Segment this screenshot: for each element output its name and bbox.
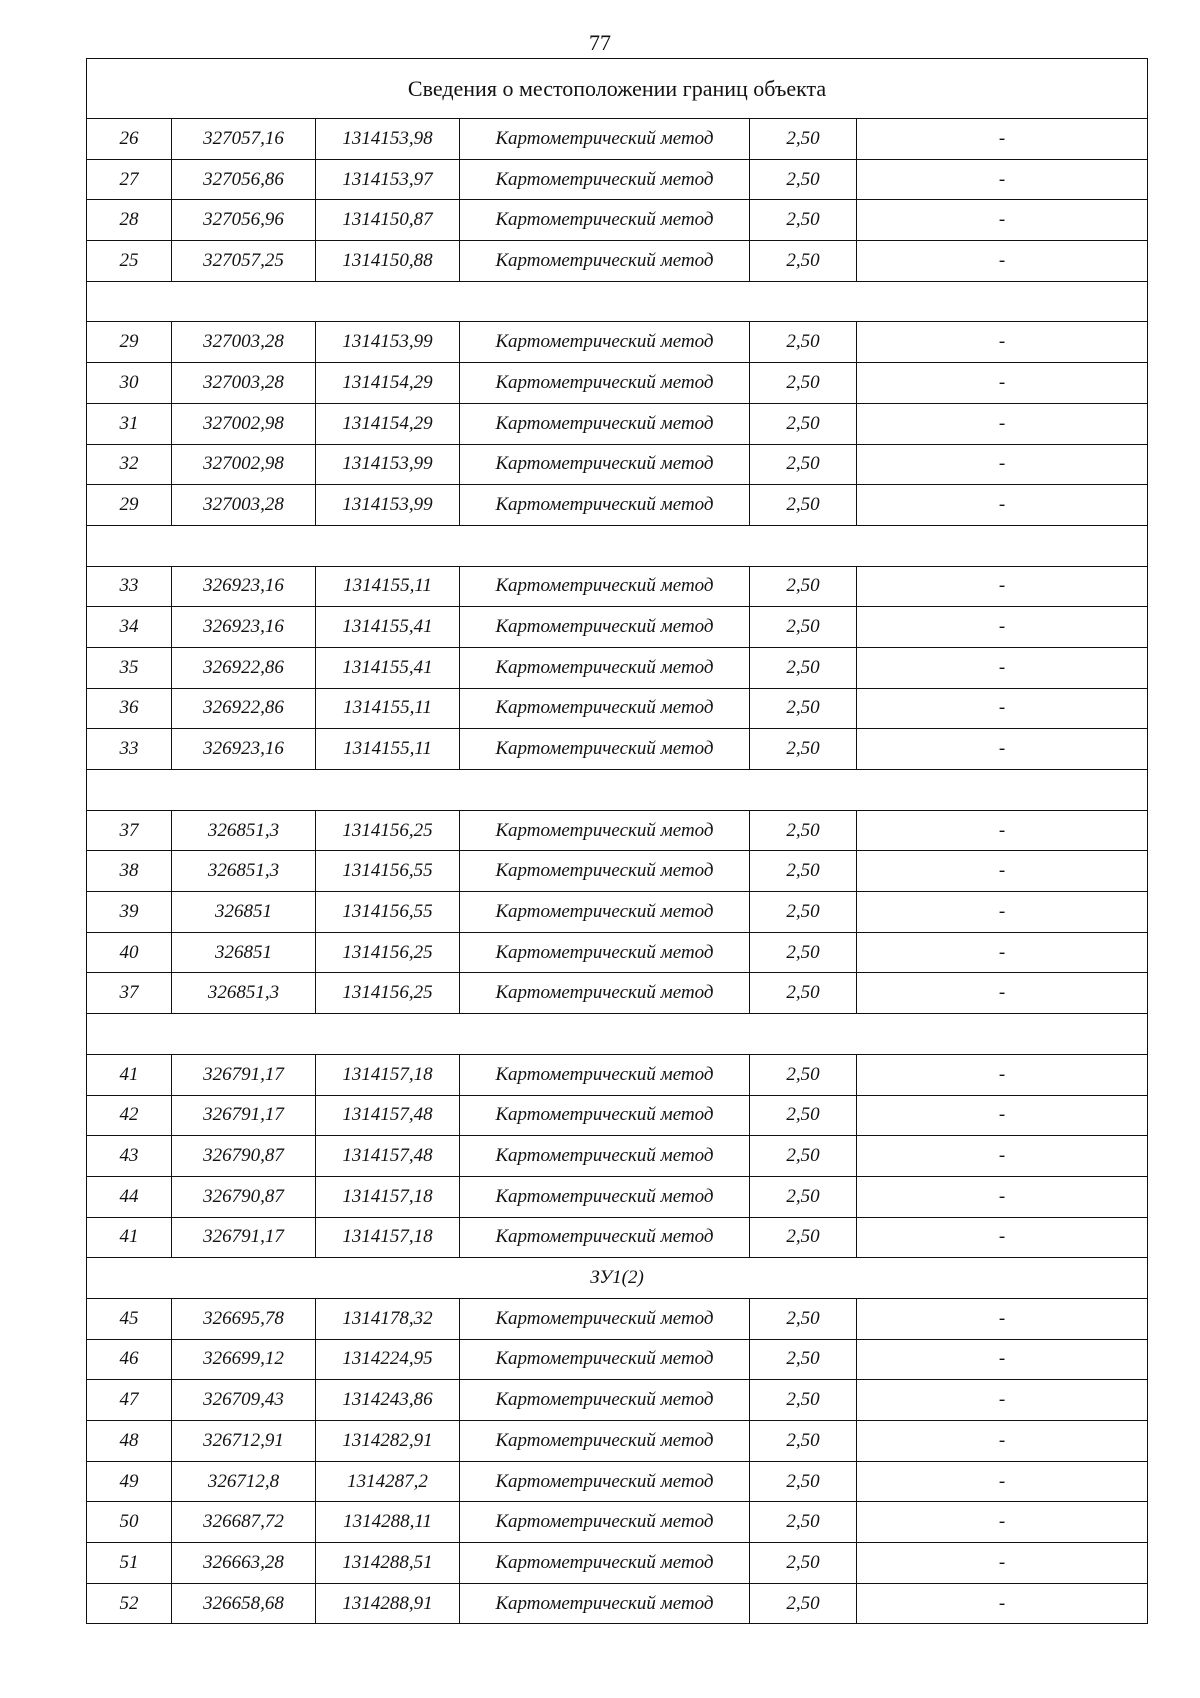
table-row [87,1543,1148,1584]
x-coordinate-cell: 327002,98 [172,403,316,444]
description-cell: - [857,363,1148,404]
y-coordinate-cell: 1314282,91 [316,1421,460,1462]
y-coordinate-cell: 1314153,97 [316,159,460,200]
x-coordinate-cell: 326790,87 [172,1176,316,1217]
description-cell: - [857,607,1148,648]
section-label: ЗУ1(2) [87,1258,1148,1299]
method-cell: Картометрический метод [460,729,750,770]
x-coordinate-cell: 326851 [172,892,316,933]
point-number-cell: 45 [87,1298,172,1339]
x-coordinate-cell: 326922,86 [172,688,316,729]
accuracy-cell: 2,50 [750,688,857,729]
accuracy-cell: 2,50 [750,607,857,648]
y-coordinate-cell: 1314156,55 [316,851,460,892]
method-cell: Картометрический метод [460,241,750,282]
point-number-cell: 27 [87,159,172,200]
method-cell: Картометрический метод [460,485,750,526]
x-coordinate-cell: 326699,12 [172,1339,316,1380]
description-cell: - [857,159,1148,200]
table-row [87,566,1148,607]
table-row [87,119,1148,160]
table-row [87,1421,1148,1462]
point-number-cell: 39 [87,892,172,933]
method-cell: Картометрический метод [460,1380,750,1421]
table-row [87,200,1148,241]
x-coordinate-cell: 326695,78 [172,1298,316,1339]
method-cell: Картометрический метод [460,1583,750,1624]
section-header-row [87,1258,1148,1299]
accuracy-cell: 2,50 [750,1176,857,1217]
accuracy-cell: 2,50 [750,647,857,688]
point-number-cell: 34 [87,607,172,648]
table-row [87,1583,1148,1624]
method-cell: Картометрический метод [460,1543,750,1584]
description-cell: - [857,1380,1148,1421]
x-coordinate-cell: 326791,17 [172,1095,316,1136]
description-cell: - [857,688,1148,729]
point-number-cell: 51 [87,1543,172,1584]
table-row [87,1339,1148,1380]
method-cell: Картометрический метод [460,932,750,973]
accuracy-cell: 2,50 [750,1380,857,1421]
method-cell: Картометрический метод [460,322,750,363]
table-row [87,444,1148,485]
accuracy-cell: 2,50 [750,403,857,444]
x-coordinate-cell: 327056,96 [172,200,316,241]
page-number: 77 [589,30,611,55]
description-cell: - [857,1054,1148,1095]
y-coordinate-cell: 1314288,11 [316,1502,460,1543]
y-coordinate-cell: 1314157,18 [316,1217,460,1258]
accuracy-cell: 2,50 [750,729,857,770]
description-cell: - [857,1136,1148,1177]
method-cell: Картометрический метод [460,444,750,485]
point-number-cell: 28 [87,200,172,241]
method-cell: Картометрический метод [460,1217,750,1258]
method-cell: Картометрический метод [460,363,750,404]
table-row [87,1298,1148,1339]
y-coordinate-cell: 1314288,91 [316,1583,460,1624]
x-coordinate-cell: 326922,86 [172,647,316,688]
y-coordinate-cell: 1314155,41 [316,607,460,648]
y-coordinate-cell: 1314153,98 [316,119,460,160]
x-coordinate-cell: 326923,16 [172,607,316,648]
method-cell: Картометрический метод [460,119,750,160]
y-coordinate-cell: 1314178,32 [316,1298,460,1339]
accuracy-cell: 2,50 [750,322,857,363]
description-cell: - [857,810,1148,851]
y-coordinate-cell: 1314156,25 [316,810,460,851]
y-coordinate-cell: 1314224,95 [316,1339,460,1380]
x-coordinate-cell: 326851,3 [172,973,316,1014]
table-row [87,647,1148,688]
accuracy-cell: 2,50 [750,363,857,404]
x-coordinate-cell: 327003,28 [172,363,316,404]
point-number-cell: 43 [87,1136,172,1177]
point-number-cell: 41 [87,1054,172,1095]
accuracy-cell: 2,50 [750,485,857,526]
y-coordinate-cell: 1314153,99 [316,485,460,526]
point-number-cell: 52 [87,1583,172,1624]
y-coordinate-cell: 1314150,88 [316,241,460,282]
table-row [87,1176,1148,1217]
x-coordinate-cell: 326790,87 [172,1136,316,1177]
x-coordinate-cell: 327057,25 [172,241,316,282]
accuracy-cell: 2,50 [750,241,857,282]
point-number-cell: 35 [87,647,172,688]
point-number-cell: 46 [87,1339,172,1380]
description-cell: - [857,444,1148,485]
method-cell: Картометрический метод [460,159,750,200]
table-body [87,59,1148,1624]
description-cell: - [857,647,1148,688]
table-row [87,1217,1148,1258]
method-cell: Картометрический метод [460,200,750,241]
table-title: Сведения о местоположении границ объекта [87,59,1148,119]
method-cell: Картометрический метод [460,1339,750,1380]
method-cell: Картометрический метод [460,607,750,648]
accuracy-cell: 2,50 [750,1543,857,1584]
x-coordinate-cell: 326791,17 [172,1054,316,1095]
table-row [87,688,1148,729]
description-cell: - [857,1502,1148,1543]
y-coordinate-cell: 1314157,48 [316,1095,460,1136]
y-coordinate-cell: 1314157,18 [316,1176,460,1217]
table-row [87,973,1148,1014]
table-row [87,810,1148,851]
point-number-cell: 42 [87,1095,172,1136]
point-number-cell: 38 [87,851,172,892]
table-row [87,1502,1148,1543]
accuracy-cell: 2,50 [750,1298,857,1339]
method-cell: Картометрический метод [460,1136,750,1177]
description-cell: - [857,1583,1148,1624]
x-coordinate-cell: 326851 [172,932,316,973]
table-row [87,932,1148,973]
method-cell: Картометрический метод [460,973,750,1014]
method-cell: Картометрический метод [460,1176,750,1217]
method-cell: Картометрический метод [460,1054,750,1095]
accuracy-cell: 2,50 [750,932,857,973]
description-cell: - [857,1095,1148,1136]
table-row [87,241,1148,282]
method-cell: Картометрический метод [460,1298,750,1339]
table-row [87,403,1148,444]
accuracy-cell: 2,50 [750,1136,857,1177]
point-number-cell: 37 [87,810,172,851]
y-coordinate-cell: 1314155,11 [316,688,460,729]
point-number-cell: 33 [87,566,172,607]
point-number-cell: 29 [87,322,172,363]
accuracy-cell: 2,50 [750,1502,857,1543]
separator-row [87,770,1148,811]
x-coordinate-cell: 326923,16 [172,729,316,770]
accuracy-cell: 2,50 [750,1217,857,1258]
table-row [87,159,1148,200]
method-cell: Картометрический метод [460,1502,750,1543]
y-coordinate-cell: 1314154,29 [316,363,460,404]
description-cell: - [857,851,1148,892]
table-row [87,1461,1148,1502]
description-cell: - [857,200,1148,241]
accuracy-cell: 2,50 [750,1054,857,1095]
separator-cell [87,770,1148,811]
x-coordinate-cell: 326687,72 [172,1502,316,1543]
description-cell: - [857,119,1148,160]
description-cell: - [857,1339,1148,1380]
method-cell: Картометрический метод [460,851,750,892]
y-coordinate-cell: 1314155,41 [316,647,460,688]
description-cell: - [857,1176,1148,1217]
y-coordinate-cell: 1314243,86 [316,1380,460,1421]
separator-cell [87,1014,1148,1055]
table-row [87,729,1148,770]
x-coordinate-cell: 326658,68 [172,1583,316,1624]
boundary-coordinates-table [86,58,1148,1624]
point-number-cell: 33 [87,729,172,770]
table-row [87,851,1148,892]
method-cell: Картометрический метод [460,892,750,933]
point-number-cell: 48 [87,1421,172,1462]
y-coordinate-cell: 1314153,99 [316,444,460,485]
table-row [87,363,1148,404]
y-coordinate-cell: 1314155,11 [316,566,460,607]
table-row [87,1136,1148,1177]
accuracy-cell: 2,50 [750,973,857,1014]
method-cell: Картометрический метод [460,688,750,729]
separator-row [87,281,1148,322]
description-cell: - [857,1461,1148,1502]
accuracy-cell: 2,50 [750,851,857,892]
description-cell: - [857,729,1148,770]
y-coordinate-cell: 1314153,99 [316,322,460,363]
table-row [87,1054,1148,1095]
table-row [87,1095,1148,1136]
method-cell: Картометрический метод [460,1095,750,1136]
description-cell: - [857,403,1148,444]
accuracy-cell: 2,50 [750,1339,857,1380]
x-coordinate-cell: 326712,91 [172,1421,316,1462]
x-coordinate-cell: 326709,43 [172,1380,316,1421]
method-cell: Картометрический метод [460,810,750,851]
table-row [87,892,1148,933]
accuracy-cell: 2,50 [750,566,857,607]
separator-cell [87,281,1148,322]
x-coordinate-cell: 327003,28 [172,485,316,526]
point-number-cell: 31 [87,403,172,444]
accuracy-cell: 2,50 [750,1421,857,1462]
separator-row [87,1014,1148,1055]
y-coordinate-cell: 1314150,87 [316,200,460,241]
point-number-cell: 25 [87,241,172,282]
table-row [87,1380,1148,1421]
accuracy-cell: 2,50 [750,444,857,485]
method-cell: Картометрический метод [460,1421,750,1462]
y-coordinate-cell: 1314156,25 [316,973,460,1014]
description-cell: - [857,322,1148,363]
y-coordinate-cell: 1314156,25 [316,932,460,973]
method-cell: Картометрический метод [460,1461,750,1502]
point-number-cell: 32 [87,444,172,485]
description-cell: - [857,1421,1148,1462]
table-title-row [87,59,1148,119]
x-coordinate-cell: 327056,86 [172,159,316,200]
description-cell: - [857,932,1148,973]
point-number-cell: 47 [87,1380,172,1421]
description-cell: - [857,485,1148,526]
x-coordinate-cell: 327002,98 [172,444,316,485]
accuracy-cell: 2,50 [750,159,857,200]
x-coordinate-cell: 326791,17 [172,1217,316,1258]
method-cell: Картометрический метод [460,403,750,444]
method-cell: Картометрический метод [460,566,750,607]
accuracy-cell: 2,50 [750,1461,857,1502]
y-coordinate-cell: 1314157,48 [316,1136,460,1177]
x-coordinate-cell: 327003,28 [172,322,316,363]
table-row [87,322,1148,363]
point-number-cell: 44 [87,1176,172,1217]
point-number-cell: 37 [87,973,172,1014]
y-coordinate-cell: 1314288,51 [316,1543,460,1584]
point-number-cell: 29 [87,485,172,526]
accuracy-cell: 2,50 [750,892,857,933]
point-number-cell: 30 [87,363,172,404]
x-coordinate-cell: 327057,16 [172,119,316,160]
description-cell: - [857,241,1148,282]
point-number-cell: 36 [87,688,172,729]
table-row [87,607,1148,648]
y-coordinate-cell: 1314154,29 [316,403,460,444]
accuracy-cell: 2,50 [750,810,857,851]
y-coordinate-cell: 1314287,2 [316,1461,460,1502]
method-cell: Картометрический метод [460,647,750,688]
x-coordinate-cell: 326712,8 [172,1461,316,1502]
description-cell: - [857,566,1148,607]
description-cell: - [857,1217,1148,1258]
x-coordinate-cell: 326851,3 [172,810,316,851]
separator-cell [87,525,1148,566]
point-number-cell: 41 [87,1217,172,1258]
point-number-cell: 40 [87,932,172,973]
y-coordinate-cell: 1314155,11 [316,729,460,770]
y-coordinate-cell: 1314157,18 [316,1054,460,1095]
accuracy-cell: 2,50 [750,1095,857,1136]
description-cell: - [857,1543,1148,1584]
point-number-cell: 49 [87,1461,172,1502]
description-cell: - [857,1298,1148,1339]
point-number-cell: 26 [87,119,172,160]
separator-row [87,525,1148,566]
x-coordinate-cell: 326663,28 [172,1543,316,1584]
x-coordinate-cell: 326923,16 [172,566,316,607]
description-cell: - [857,973,1148,1014]
accuracy-cell: 2,50 [750,119,857,160]
point-number-cell: 50 [87,1502,172,1543]
accuracy-cell: 2,50 [750,200,857,241]
y-coordinate-cell: 1314156,55 [316,892,460,933]
description-cell: - [857,892,1148,933]
x-coordinate-cell: 326851,3 [172,851,316,892]
accuracy-cell: 2,50 [750,1583,857,1624]
table-row [87,485,1148,526]
